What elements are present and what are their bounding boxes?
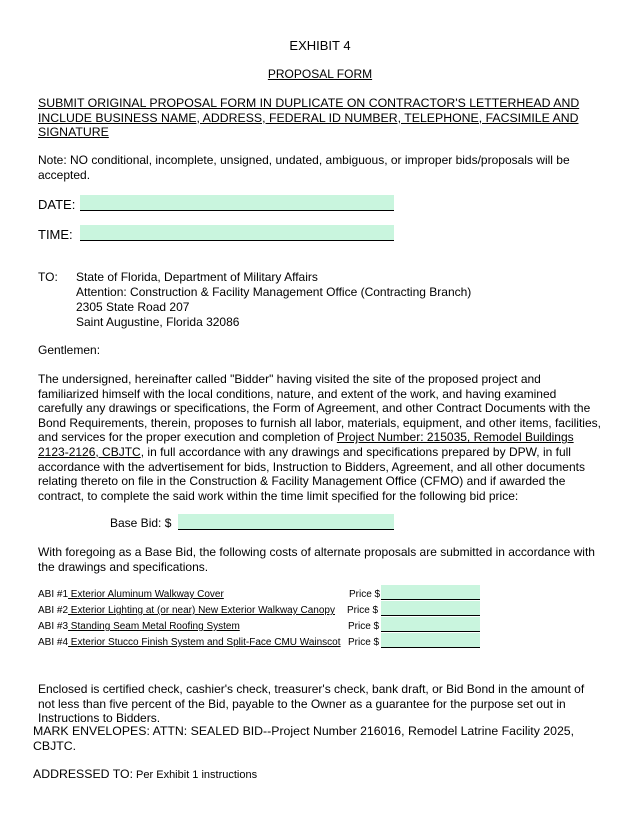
abi-number: ABI #4: [38, 637, 69, 648]
date-label: DATE:: [38, 197, 76, 212]
addressed-to: [33, 767, 257, 781]
abi-row-3: [38, 621, 240, 632]
price-label: Price $: [348, 621, 380, 632]
abi-2-price-field[interactable]: [381, 601, 480, 616]
address-line-1: State of Florida, Department of Military Affairs: [76, 270, 318, 284]
price-label: Price $: [348, 637, 380, 648]
abi-4-price-field[interactable]: [381, 633, 480, 648]
project-reference: Project Number: 215035, Remodel Buildings 2123-2126, CBJTC: [38, 430, 574, 459]
submission-instructions: SUBMIT ORIGINAL PROPOSAL FORM IN DUPLICATE ON CONTRACTOR'S LETTERHEAD AND INCLUDE BUSINESS NAME, ADDRESS, FEDERAL ID NUMBER, TELEPHONE, FACSIMILE AND SIGNATURE: [38, 96, 580, 139]
bid-bond-statement: Enclosed is certified check, cashier's check, treasurer's check, bank draft, or Bid Bond in the amount of not less than five percent of the Bid, payable to the Owner as a guarantee for the purpose set out in Instructions to Bidders.: [38, 682, 585, 726]
abi-row-1: [38, 589, 224, 600]
date-field[interactable]: [80, 195, 394, 211]
abi-number: ABI #2: [38, 605, 69, 616]
note-text: Note: NO conditional, incomplete, unsigned, undated, ambiguous, or improper bids/proposals will be accepted.: [38, 153, 570, 182]
alternates-intro: With foregoing as a Base Bid, the following costs of alternate proposals are submitted in accordance with the drawings and specifications.: [38, 545, 595, 574]
abi-number: ABI #3: [38, 621, 69, 632]
mark-envelopes: MARK ENVELOPES: ATTN: SEALED BID--Project Number 216016, Remodel Latrine Facility 2025, CBJTC.: [33, 724, 575, 753]
bidder-statement: [38, 372, 604, 503]
price-label: Price $: [349, 589, 381, 600]
abi-description: Exterior Lighting at (or near) New Exterior Walkway Canopy: [68, 605, 335, 616]
abi-3-price-field[interactable]: [381, 617, 480, 632]
form-title: PROPOSAL FORM: [267, 67, 373, 81]
abi-1-price-field[interactable]: [381, 585, 480, 600]
addressed-to-value: Per Exhibit 1 instructions: [133, 769, 258, 781]
abi-row-2: [38, 605, 335, 616]
abi-description: Exterior Aluminum Walkway Cover: [68, 589, 224, 600]
time-label: TIME:: [38, 227, 73, 242]
time-field[interactable]: [80, 225, 394, 241]
address-line-4: Saint Augustine, Florida 32086: [76, 315, 240, 329]
price-label: Price $: [347, 605, 379, 616]
base-bid-label: Base Bid: $: [110, 516, 172, 530]
address-line-2: Attention: Construction & Facility Management Office (Contracting Branch): [76, 285, 472, 299]
statement-intro: The undersigned, hereinafter called "Bidder" having visited the site of the proposed project and familiarized himself with the local conditions, nature, and extent of the work, and having examined carefully any drawings or specifications, the Form of Agreement, and other Contract Documents with the Bond Requirements, therein, proposes to furnish all labor, materials, equipment, and other items, facilities, and services for the proper execution and completion of: [38, 372, 601, 445]
abi-description: Standing Seam Metal Roofing System: [68, 621, 240, 632]
statement-body: , in full accordance with any drawings and specifications prepared by DPW, in full accordance with the advertisement for bids, Instruction to Bidders, Agreement, and all other documents relating thereto on file in the Construction & Facility Management Office (CFMO) and if awarded the contract, to complete the said work within the time limit specified for the following bid price:: [38, 444, 585, 503]
exhibit-number: EXHIBIT 4: [289, 38, 351, 53]
addressed-to-label: ADDRESSED TO:: [33, 767, 133, 781]
base-bid-field[interactable]: [178, 514, 394, 530]
abi-number: ABI #1: [38, 589, 69, 600]
to-label: TO:: [38, 270, 58, 284]
abi-description: Exterior Stucco Finish System and Split-Face CMU Wainscot: [68, 637, 341, 648]
abi-row-4: [38, 637, 341, 648]
salutation: Gentlemen:: [38, 343, 101, 357]
address-line-3: 2305 State Road 207: [76, 300, 190, 314]
